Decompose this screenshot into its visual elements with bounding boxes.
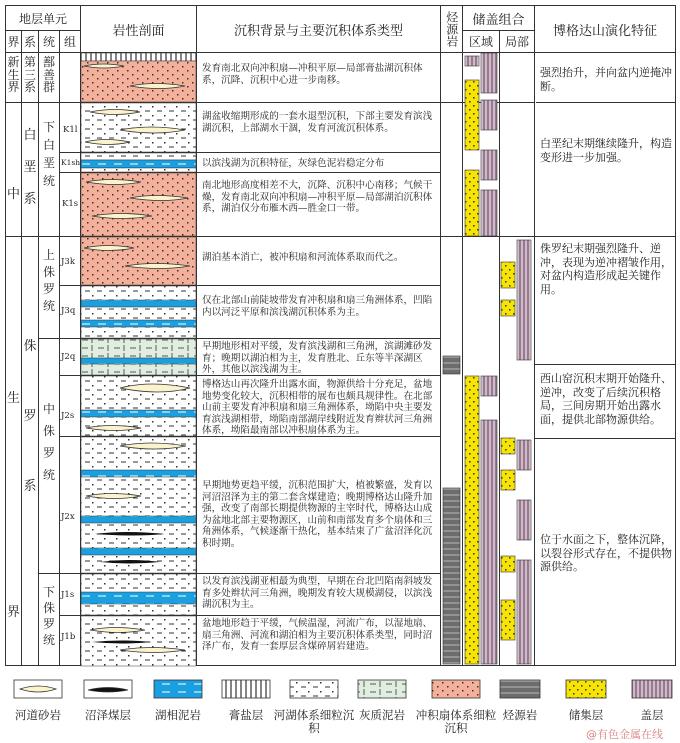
- code-k1sh: K1sh: [61, 158, 81, 167]
- header-system: 系: [23, 35, 36, 49]
- legend-label-coal: 沼泽煤层: [85, 708, 131, 722]
- desc-k1s: 南北地形高度相差不大，沉降、沉积中心南移；气候干燥，发育南北双向冲积扇—冲积平原—局部湖泊沉积体系，湖泊仅分布雁木西—胜金口一带。: [202, 180, 433, 215]
- desc-j2x: 早期地势更趋平缓，沉积范围扩大，植被繁盛，发育以河沼沼泽为主的第二套含煤建造；晚期博格达山隆升加强，改变了南部长期提供物源的主宰时代，博格达山成为盆地北部主要物源区，山前和南部发育多个扇体和三角洲体系，气候逐渐干热化，基本结束了广盆沼泽化沉积时期。: [202, 480, 433, 549]
- code-j1s: J1s: [61, 590, 75, 600]
- header-local: 局部: [504, 35, 529, 49]
- legend-symbol-reservoir: [566, 680, 606, 698]
- header-erathem: 界: [7, 35, 20, 49]
- erathem-paleozoic: 生: [7, 391, 21, 406]
- desc-j1b: 盆地地形趋于平缓，气候温湿，河流广布，以湿地扇、扇三角洲、河流和湖泊相为主要沉积体系类型，同时沼泽广布，发育一套厚层含煤碎屑岩建造。: [202, 618, 433, 653]
- legend-symbol-fluvial-lacustrine: [290, 680, 338, 698]
- code-j2s: J2s: [61, 411, 75, 421]
- desc-j1s: 以发育滨浅湖亚相最为典型，早期在台北凹陷南斜坡发育多处辫状河三角洲，晚期发育较大规模湖侵，以滨浅湖沉积为主。: [202, 576, 433, 611]
- code-j2x: J2x: [61, 512, 75, 522]
- legend-label-source: 烃源岩: [502, 708, 538, 722]
- legend-symbol-calcareous: [358, 680, 406, 698]
- code-k1s: K1s: [62, 199, 79, 209]
- legend-label-cap: 盖层: [640, 708, 664, 722]
- group-shanshan: 鄯善群: [42, 55, 55, 95]
- header-background: 沉积背景与主要沉积体系类型: [233, 23, 403, 39]
- header-group: 组: [63, 35, 76, 49]
- legend-label-reservoir: 储集层: [568, 708, 604, 722]
- header-reservoir-cap: 储盖组合: [472, 12, 525, 28]
- erathem-mesozoic-1: 中: [7, 187, 21, 202]
- watermark: @有色金属在线: [586, 728, 663, 741]
- evolution-cenozoic: 强烈抬升，并向盆内逆掩冲断。: [540, 66, 672, 93]
- legend-symbol-cap: [632, 680, 672, 698]
- system-jurassic: 侏罗系: [23, 339, 37, 494]
- series-upper-j: 上侏罗统: [42, 248, 55, 313]
- legend-symbol-gypsum: [222, 680, 270, 698]
- desc-tertiary: 发育南北双向冲积扇—冲积平原—局部膏盐湖沉积体系，沉降、沉积中心进一步南移。: [202, 63, 423, 86]
- legend-label-fluvial-lacustrine: 河湖体系细粒沉积: [273, 708, 355, 735]
- system-cretaceous: 白垩系: [23, 128, 37, 207]
- code-k1l: K1l: [63, 125, 78, 135]
- code-j2q: J2q: [61, 352, 76, 362]
- legend-label-calcareous: 灰质泥岩: [359, 708, 405, 722]
- header-regional: 区域: [468, 35, 493, 49]
- series-lower-j: 下侏罗统: [42, 585, 55, 647]
- erathem-cenozoic: 新生界: [7, 55, 20, 95]
- desc-j3k: 湖泊基本消亡，被冲积扇和河流体系取而代之。: [202, 252, 404, 263]
- legend-label-lake: 湖相泥岩: [155, 708, 201, 722]
- legend-symbol-alluvial-fan: [432, 680, 480, 698]
- header-evolution: 博格达山演化特征: [552, 23, 657, 39]
- header-lithology: 岩性剖面: [112, 23, 165, 39]
- desc-k1sh: 以滨浅湖为沉积特征，灰绿色泥岩稳定分布: [202, 158, 385, 169]
- legend-symbol-lake: [154, 680, 202, 698]
- header-stratigraphy: 地层单元: [18, 11, 67, 26]
- evolution-cretaceous: 白垩纪末期继续隆升，构造变形进一步加强。: [540, 137, 672, 164]
- series-lower-k: 下白垩统: [42, 120, 55, 188]
- code-j1b: J1b: [61, 632, 76, 642]
- code-j3q: J3q: [61, 306, 76, 316]
- legend-label-sandstone: 河道砂岩: [15, 708, 61, 722]
- desc-k1l: 湖盆收缩期形成的一套水退型沉积，下部主要发育滨浅湖沉积，上部湖水干涸，发育河流沉积体系。: [202, 111, 433, 134]
- evolution-early-jurassic: 位于水面之下，整体沉降，以裂谷形式存在，不提供物源供给。: [540, 533, 672, 573]
- legend-label-alluvial-fan: 冲积扇体系细粒沉积: [415, 708, 497, 735]
- evolution-middle-jurassic: 西山窑沉积末期开始隆升、逆冲，改变了后续沉积格局，三间房期开始出露水面，提供北部物源供给。: [540, 372, 672, 426]
- legend-symbol-source: [500, 680, 540, 698]
- legend-label-gypsum: 膏盐层: [228, 708, 264, 722]
- desc-j2q: 早期地形相对平缓，发育滨浅湖和三角洲，滨湖滩砂发育；晚期以湖泊相为主，发育胜北、丘东等半深湖区外，其他以滨浅湖为主。: [202, 341, 433, 375]
- system-tertiary: 第三系: [23, 55, 36, 95]
- header-series: 统: [42, 35, 55, 49]
- series-middle-j: 中侏罗统: [42, 402, 55, 482]
- code-j3k: J3k: [61, 257, 75, 267]
- erathem-jie: 界: [7, 605, 21, 620]
- desc-j3q: 仅在北部山前陡坡带发育冲积扇和扇三角洲体系，凹陷内以河泛平原和滨浅湖沉积体系为主。: [202, 295, 433, 318]
- evolution-late-jurassic: 侏罗纪末期强烈隆升、逆冲，表现为逆冲褶皱作用，对盆内构造形成起关键作用。: [540, 242, 672, 296]
- header-source: 烃源岩: [444, 11, 459, 47]
- desc-j2s: 博格达山再次隆升出露水面，物源供给十分充足，盆地地势变化较大，沉积相带的展布也颇具规律性。在北部山前主要发育冲积扇和扇三角洲体系，坳陷中央主要发育滨浅湖相带，坳陷南部湖岸线附近发育辫状河三角洲体系，坳陷最南部以冲积扇体系为主。: [202, 379, 433, 436]
